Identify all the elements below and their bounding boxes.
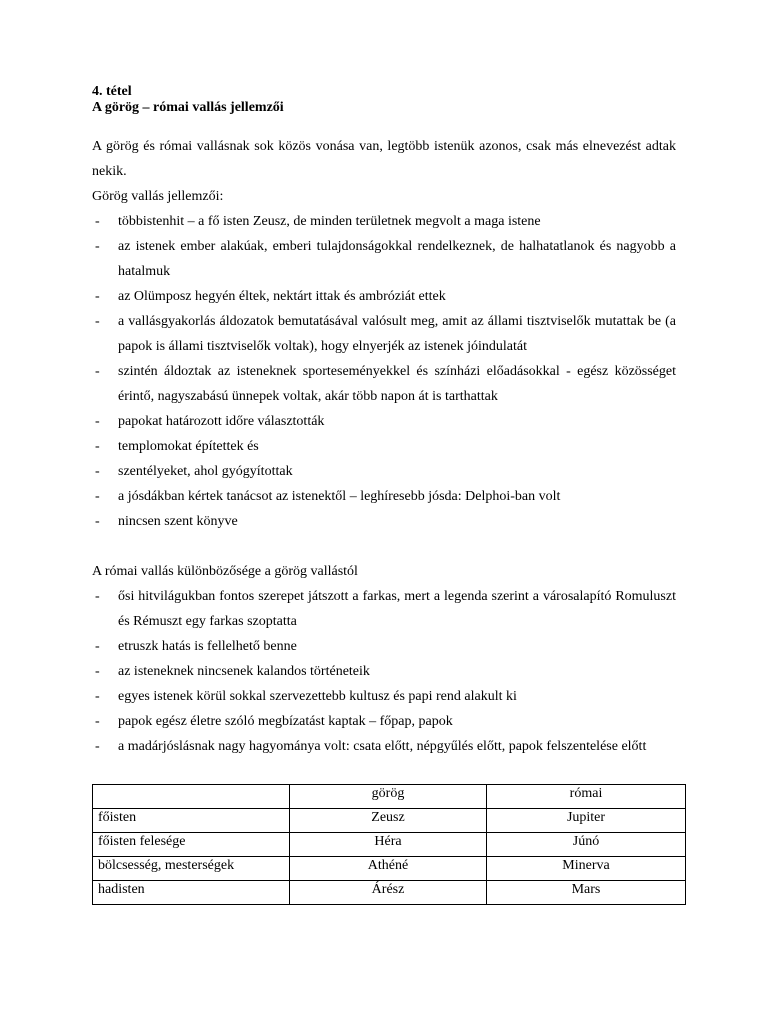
list-item-text: az isteneknek nincsenek kalandos történeteik <box>118 664 370 679</box>
list-item-text: szentélyeket, ahol gyógyítottak <box>118 464 293 479</box>
bullet-dash: - <box>95 464 100 479</box>
heading-number: 4. tétel <box>92 84 132 99</box>
table-header-row <box>93 785 686 809</box>
list-item-text: a jósdákban kértek tanácsot az istenektől – leghíresebb jósda: Delphoi-ban volt <box>118 489 561 504</box>
list-item-text: papok egész életre szóló megbízatást kaptak – főpap, papok <box>118 714 453 729</box>
comparison-table-wrapper <box>92 784 676 905</box>
bullet-dash: - <box>95 289 100 304</box>
list-item-text: ősi hitvilágukban fontos szerepet játszott a farkas, mert a legenda szerint a városalapító Romuluszt és Rémuszt egy farkas szoptatta <box>118 589 676 629</box>
list-item <box>92 284 676 309</box>
bullet-dash: - <box>95 639 100 654</box>
intro-paragraph: A görög és római vallásnak sok közös vonása van, legtöbb istenük azonos, csak más elnevezést adtak nekik. <box>92 139 676 179</box>
list-item <box>92 484 676 509</box>
roman-list <box>92 584 676 759</box>
greek-section-label: Görög vallás jellemzői: <box>92 189 224 204</box>
list-item <box>92 309 676 359</box>
bullet-dash: - <box>95 714 100 729</box>
table-header-cell: görög <box>290 785 487 809</box>
heading-title: A görög – római vallás jellemzői <box>92 100 284 115</box>
list-item <box>92 359 676 409</box>
table-header-cell <box>93 785 290 809</box>
list-item <box>92 684 676 709</box>
roman-section-label: A római vallás különbözősége a görög vallástól <box>92 564 358 579</box>
document-page <box>92 84 676 905</box>
table-cell: Árész <box>290 881 487 905</box>
list-item-text: a madárjóslásnak nagy hagyománya volt: csata előtt, népgyűlés előtt, papok felszentelése előtt <box>118 739 647 754</box>
list-item <box>92 709 676 734</box>
comparison-table <box>92 784 686 905</box>
bullet-dash: - <box>95 664 100 679</box>
table-cell: Zeusz <box>290 809 487 833</box>
section-spacer <box>92 534 676 559</box>
bullet-dash: - <box>95 514 100 529</box>
table-cell: hadisten <box>93 881 290 905</box>
table-cell: Júnó <box>487 833 686 857</box>
list-item <box>92 584 676 634</box>
list-item-text: többistenhit – a fő isten Zeusz, de minden területnek megvolt a maga istene <box>118 214 541 229</box>
list-item-text: az Olümposz hegyén éltek, nektárt ittak és ambróziát ettek <box>118 289 446 304</box>
table-cell: bölcsesség, mesterségek <box>93 857 290 881</box>
bullet-dash: - <box>95 739 100 754</box>
list-item <box>92 659 676 684</box>
list-item-text: templomokat építettek és <box>118 439 259 454</box>
bullet-dash: - <box>95 489 100 504</box>
list-item <box>92 434 676 459</box>
table-cell: Minerva <box>487 857 686 881</box>
bullet-dash: - <box>95 439 100 454</box>
list-item <box>92 409 676 434</box>
table-row <box>93 833 686 857</box>
bullet-dash: - <box>95 364 100 379</box>
list-item <box>92 634 676 659</box>
table-cell: Mars <box>487 881 686 905</box>
bullet-dash: - <box>95 414 100 429</box>
list-item-text: a vallásgyakorlás áldozatok bemutatásával valósult meg, amit az állami tisztviselők mutattak be (a papok is állami tisztviselők voltak), hogy elnyerjék az istenek jóindulatát <box>118 314 676 354</box>
table-row <box>93 857 686 881</box>
table-cell: főisten felesége <box>93 833 290 857</box>
list-item-text: papokat határozott időre választották <box>118 414 325 429</box>
greek-list <box>92 209 676 534</box>
table-header-cell: római <box>487 785 686 809</box>
bullet-dash: - <box>95 239 100 254</box>
list-item <box>92 734 676 759</box>
list-item-text: szintén áldoztak az isteneknek sporteseményekkel és színházi előadásokkal - egész közösséget érintő, nagyszabású ünnepek voltak, akár több napon át is tarthattak <box>118 364 676 404</box>
bullet-dash: - <box>95 214 100 229</box>
table-cell: Héra <box>290 833 487 857</box>
table-row <box>93 809 686 833</box>
table-cell: Athéné <box>290 857 487 881</box>
table-cell: Jupiter <box>487 809 686 833</box>
list-item-text: nincsen szent könyve <box>118 514 238 529</box>
bullet-dash: - <box>95 314 100 329</box>
table-cell: főisten <box>93 809 290 833</box>
list-item-text: egyes istenek körül sokkal szervezettebb kultusz és papi rend alakult ki <box>118 689 517 704</box>
list-item-text: az istenek ember alakúak, emberi tulajdonságokkal rendelkeznek, de halhatatlanok és nagyobb a hatalmuk <box>118 239 676 279</box>
bullet-dash: - <box>95 689 100 704</box>
list-item <box>92 234 676 284</box>
list-item <box>92 509 676 534</box>
list-item <box>92 459 676 484</box>
table-row <box>93 881 686 905</box>
list-item <box>92 209 676 234</box>
bullet-dash: - <box>95 589 100 604</box>
list-item-text: etruszk hatás is fellelhető benne <box>118 639 297 654</box>
